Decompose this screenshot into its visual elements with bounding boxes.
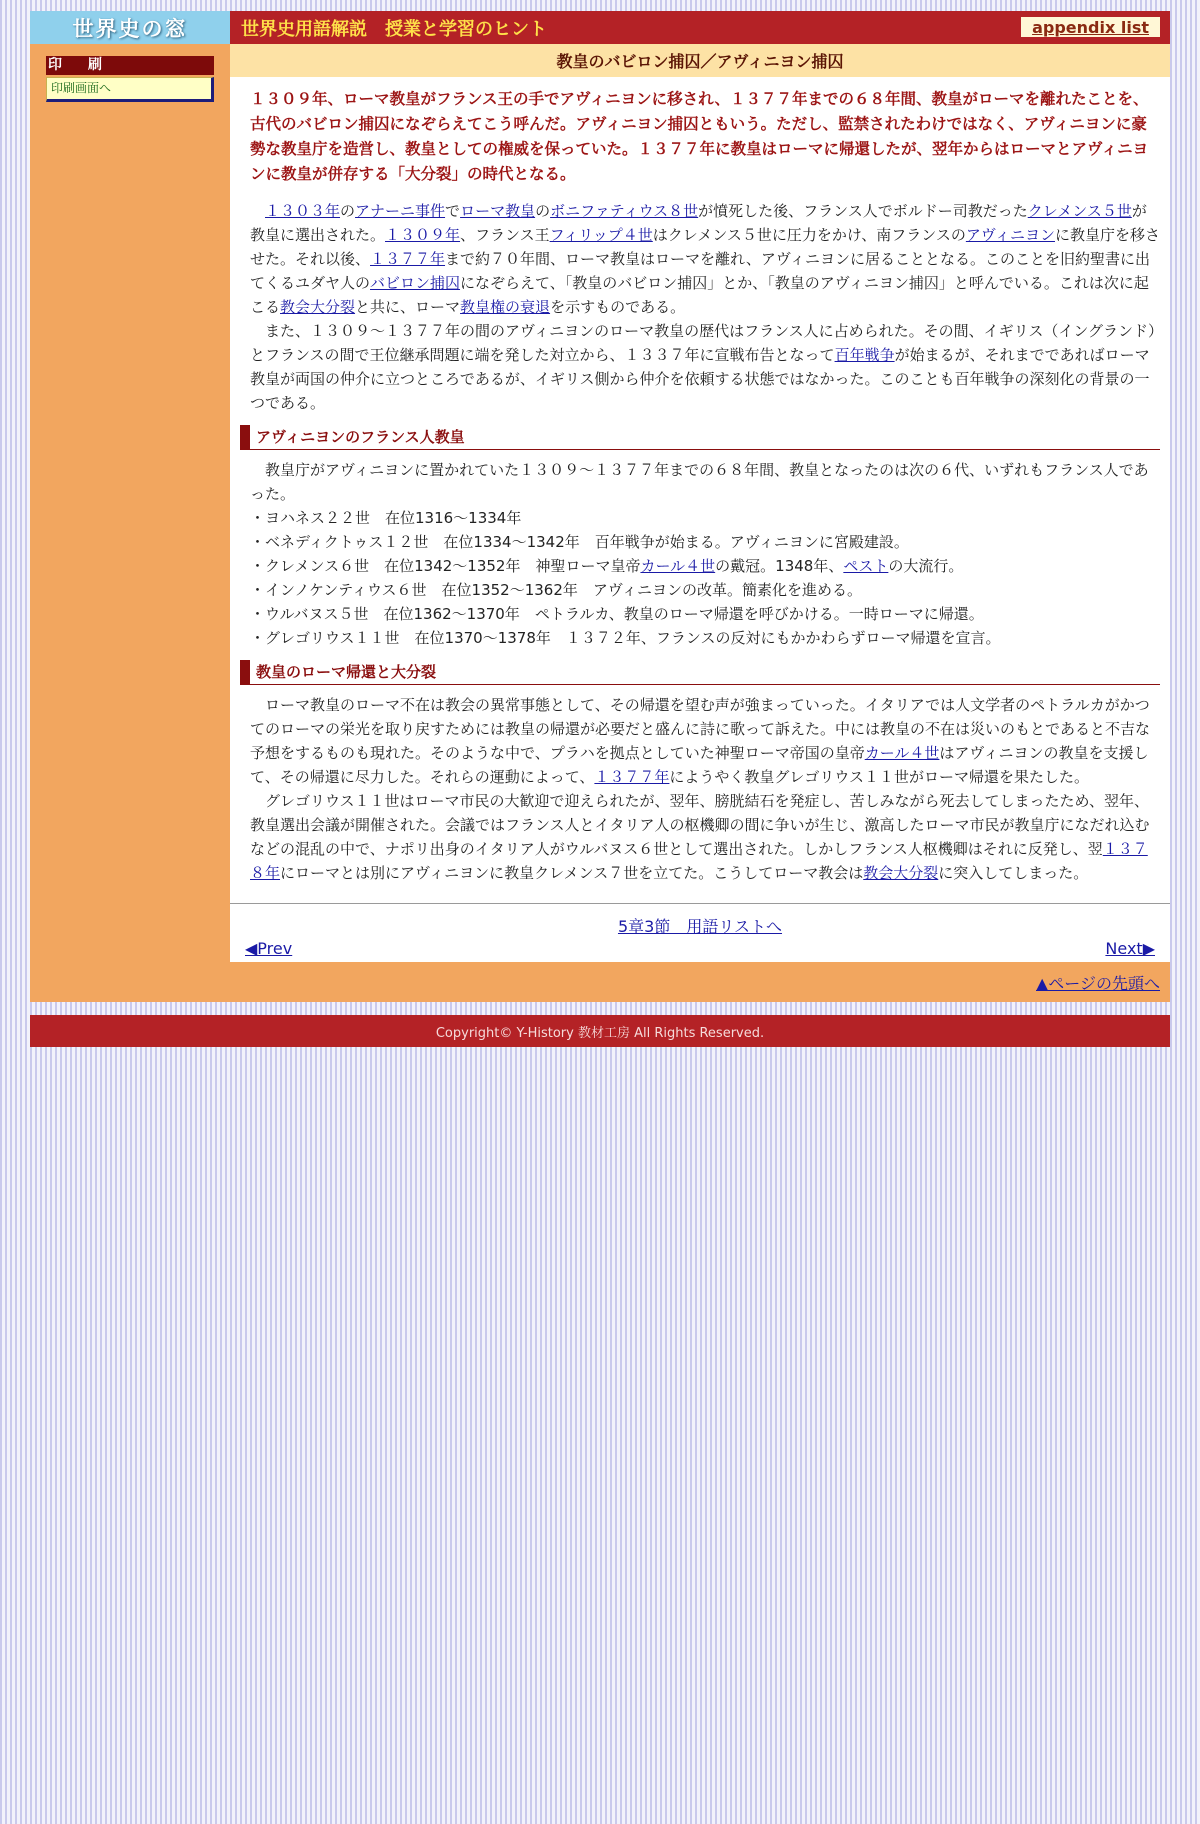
link-hundred-years-war[interactable]: 百年戦争 bbox=[834, 346, 895, 364]
header-bar bbox=[230, 11, 1170, 44]
link-philip-iv[interactable]: フィリップ４世 bbox=[549, 226, 653, 244]
link-babylonian-captivity[interactable]: バビロン捕囚 bbox=[370, 274, 461, 292]
list-item: ・ヨハネス２２世 在位1316～1334年 bbox=[250, 509, 522, 527]
list-item: ・ベネディクトゥス１２世 在位1334～1342年 百年戦争が始まる。アヴィニヨンに宮殿建設。 bbox=[250, 533, 909, 551]
paragraph-1: １３０３年のアナーニ事件でローマ教皇のボニファティウス８世が憤死した後、フランス人でボルドー司教だったクレメンス５世が教皇に選出された。１３０９年、フランス王フィリップ４世はクレメンス５世に圧力をかけ、南フランスのアヴィニヨンに教皇庁を移させた。それ以後、１３７７年まで約７０年間、ローマ教皇はローマを離れ、アヴィニヨンに居ることとなる。このことを旧約聖書に出てくるユダヤ人のバビロン捕囚になぞらえて、「教皇のバビロン捕囚」とか、「教皇のアヴィニヨン捕囚」と呼んでいる。これは次に起こる教会大分裂と共に、ローマ教皇権の衰退を示すものである。 bbox=[250, 202, 1160, 316]
link-1377[interactable]: １３７７年 bbox=[370, 250, 446, 268]
article-title: 教皇のバビロン捕囚／アヴィニヨン捕囚 bbox=[230, 44, 1170, 77]
section1-intro: 教皇庁がアヴィニヨンに置かれていた１３０９～１３７７年までの６８年間、教皇となったのは次の６代、いずれもフランス人であった。 bbox=[250, 461, 1149, 503]
link-clement-v[interactable]: クレメンス５世 bbox=[1027, 202, 1132, 220]
list-item: ・ウルバヌス５世 在位1362～1370年 ペトラルカ、教皇のローマ帰還を呼びかける。一時ローマに帰還。 bbox=[250, 605, 984, 623]
link-anagni-incident[interactable]: アナーニ事件 bbox=[355, 202, 446, 220]
section-heading-french-popes: アヴィニヨンのフランス人教皇 bbox=[240, 425, 1160, 450]
link-plague[interactable]: ペスト bbox=[843, 557, 889, 575]
pope-list bbox=[250, 506, 1160, 650]
article-body bbox=[230, 77, 1170, 903]
header bbox=[30, 11, 1170, 44]
print-heading: 印 刷 bbox=[46, 56, 214, 75]
link-great-schism-2[interactable]: 教会大分裂 bbox=[863, 864, 939, 882]
page-top-link[interactable]: ▲ページの先頭へ bbox=[1036, 974, 1160, 993]
link-roman-pope[interactable]: ローマ教皇 bbox=[460, 202, 536, 220]
body-area bbox=[30, 44, 1170, 962]
appendix-list-link[interactable]: appendix list bbox=[1021, 17, 1160, 37]
list-item: ・クレメンス６世 在位1342～1352年 神聖ローマ皇帝カール４世の戴冠。1348年、ペストの大流行。 bbox=[250, 557, 964, 575]
lead-summary: １３０９年、ローマ教皇がフランス王の手でアヴィニヨンに移され、１３７７年までの６８年間、教皇がローマを離れたことを、古代のバビロン捕囚になぞらえてこう呼んだ。アヴィニヨン捕囚ともいう。ただし、監禁されたわけではなく、アヴィニヨンに豪勢な教皇庁を造営し、教皇としての権威を保っていた。１３７７年に教皇はローマに帰還したが、翌年からはローマとアヴィニヨンに教皇が併存する「大分裂」の時代となる。 bbox=[250, 90, 1149, 183]
link-great-schism[interactable]: 教会大分裂 bbox=[280, 298, 356, 316]
site-title: 世界史用語解説 授業と学習のヒント bbox=[241, 18, 547, 40]
footer: Copyright© Y-History 教材工房 All Rights Reserved. bbox=[30, 1015, 1170, 1047]
link-charles-iv[interactable]: カール４世 bbox=[640, 557, 716, 575]
sidebar bbox=[30, 44, 230, 962]
back-to-list-link[interactable]: 5章3節 用語リストへ bbox=[617, 917, 783, 936]
site-logo[interactable]: 世界史の窓 bbox=[30, 11, 230, 44]
main-content bbox=[230, 44, 1170, 962]
list-item: ・グレゴリウス１１世 在位1370～1378年 １３７２年、フランスの反対にもかかわらずローマ帰還を宣言。 bbox=[250, 629, 1001, 647]
link-1303[interactable]: １３０３年 bbox=[265, 202, 341, 220]
next-link[interactable]: Next▶ bbox=[1105, 939, 1155, 958]
section-heading-return-and-schism: 教皇のローマ帰還と大分裂 bbox=[240, 660, 1160, 685]
link-1309[interactable]: １３０９年 bbox=[385, 226, 461, 244]
link-charles-iv-2[interactable]: カール４世 bbox=[864, 744, 940, 762]
page-top-bar bbox=[30, 962, 1170, 1002]
link-1377-2[interactable]: １３７７年 bbox=[594, 768, 670, 786]
link-boniface-viii[interactable]: ボニファティウス８世 bbox=[550, 202, 699, 220]
section2-paragraph-1: ローマ教皇のローマ不在は教会の異常事態として、その帰還を望む声が強まっていった。イタリアでは人文学者のペトラルカがかつてのローマの栄光を取り戻すためには教皇の帰還が必要だと盛んに詩に歌って訴えた。中には教皇の不在は災いのもとであると不吉な予想をするものも現れた。そのような中で、プラハを拠点としていた神聖ローマ帝国の皇帝カール４世はアヴィニヨンの教皇を支援して、その帰還に尽力した。それらの運動によって、１３７７年にようやく教皇グレゴリウス１１世がローマ帰還を果たした。 bbox=[250, 696, 1151, 786]
page-wrapper bbox=[30, 11, 1170, 1047]
paragraph-2: また、１３０９～１３７７年の間のアヴィニヨンのローマ教皇の歴代はフランス人に占められた。その間、イギリス（イングランド）とフランスの間で王位継承問題に端を発した対立から、１３３７年に宣戦布告となって百年戦争が始まるが、それまでであればローマ教皇が両国の仲介に立つところであるが、イギリス側から仲介を依頼する状態ではなかった。このことも百年戦争の深刻化の背景の一つである。 bbox=[250, 322, 1156, 412]
link-avignon[interactable]: アヴィニヨン bbox=[965, 226, 1055, 244]
section2-paragraph-2: グレゴリウス１１世はローマ市民の大歓迎で迎えられたが、翌年、膀胱結石を発症し、苦しみながら死去してしまったため、翌年、教皇選出会議が開催された。会議ではフランス人とイタリア人の枢機卿の間に争いが生じ、激高したローマ市民が教皇庁になだれ込むなどの混乱の中で、ナポリ出身のイタリア人がウルバヌス６世として選出された。しかしフランス人枢機卿はそれに反発し、翌１３７８年にローマとは別にアヴィニヨンに教皇クレメンス７世を立てた。こうしてローマ教会は教会大分裂に突入してしまった。 bbox=[250, 792, 1150, 882]
list-item: ・インノケンティウス６世 在位1352～1362年 アヴィニヨンの改革。簡素化を進める。 bbox=[250, 581, 863, 599]
link-decline-of-papacy[interactable]: 教皇権の衰退 bbox=[460, 298, 551, 316]
pager bbox=[230, 903, 1170, 962]
link-1378[interactable]: １３７８年 bbox=[250, 840, 1148, 882]
print-page-link[interactable]: 印刷画面へ bbox=[46, 77, 214, 102]
prev-link[interactable]: ◀Prev bbox=[245, 939, 293, 958]
